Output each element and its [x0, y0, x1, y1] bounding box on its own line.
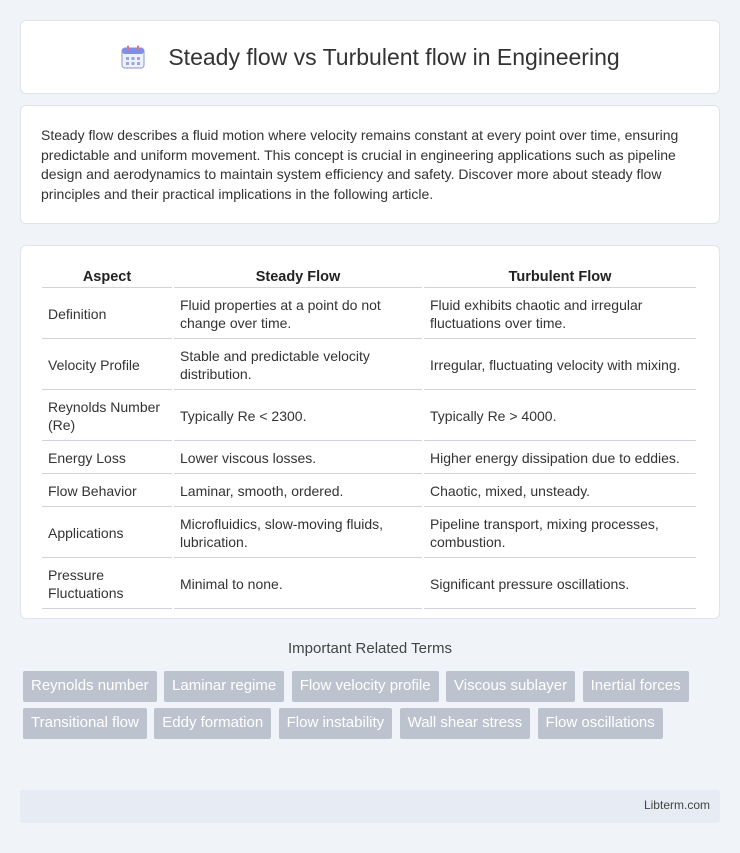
term-tag[interactable]: Wall shear stress	[400, 708, 530, 739]
table-cell: Flow Behavior	[42, 476, 172, 507]
term-tag[interactable]: Reynolds number	[23, 671, 157, 702]
term-tag[interactable]: Flow oscillations	[538, 708, 663, 739]
related-terms-title: Important Related Terms	[288, 640, 452, 657]
table-row	[42, 509, 696, 558]
table-cell: Fluid exhibits chaotic and irregular fluctuations over time.	[424, 290, 696, 339]
table-cell: Reynolds Number (Re)	[42, 392, 172, 441]
comparison-table	[40, 264, 698, 611]
footer-site-link[interactable]: Libterm.com	[643, 798, 710, 812]
table-header-row	[42, 266, 696, 288]
intro-text: Steady flow describes a fluid motion where velocity remains constant at every point over time, ensuring predictable and uniform movement. This concept is crucial in engineering applications such as pipeline design and aerodynamics to maintain system efficiency and safety. Discover more about steady flow principles and their practical implications in the following article.	[41, 127, 679, 202]
table-cell: Typically Re > 4000.	[424, 392, 696, 441]
table-cell: Laminar, smooth, ordered.	[174, 476, 422, 507]
table-cell: Minimal to none.	[174, 560, 422, 609]
table-cell: Fluid properties at a point do not change over time.	[174, 290, 422, 339]
table-cell: Higher energy dissipation due to eddies.	[424, 443, 696, 474]
term-tag[interactable]: Flow instability	[279, 708, 393, 739]
column-header-steady-flow: Steady Flow	[174, 266, 422, 288]
term-tag[interactable]: Eddy formation	[154, 708, 271, 739]
term-tag[interactable]: Flow velocity profile	[292, 671, 439, 702]
table-cell: Lower viscous losses.	[174, 443, 422, 474]
table-cell: Definition	[42, 290, 172, 339]
table-row	[42, 392, 696, 441]
related-terms-list	[23, 671, 723, 745]
table-cell: Applications	[42, 509, 172, 558]
column-header-turbulent-flow: Turbulent Flow	[424, 266, 696, 288]
table-cell: Stable and predictable velocity distribution.	[174, 341, 422, 390]
term-tag[interactable]: Viscous sublayer	[446, 671, 575, 702]
footer	[20, 790, 720, 823]
intro-card	[20, 105, 720, 224]
table-cell: Irregular, fluctuating velocity with mixing.	[424, 341, 696, 390]
table-row	[42, 560, 696, 609]
table-cell: Energy Loss	[42, 443, 172, 474]
table-cell: Typically Re < 2300.	[174, 392, 422, 441]
term-tag[interactable]: Laminar regime	[164, 671, 284, 702]
column-header-aspect: Aspect	[42, 266, 172, 288]
table-row	[42, 476, 696, 507]
table-cell: Pipeline transport, mixing processes, combustion.	[424, 509, 696, 558]
table-cell: Significant pressure oscillations.	[424, 560, 696, 609]
comparison-table-card	[20, 245, 720, 619]
table-cell: Velocity Profile	[42, 341, 172, 390]
term-tag[interactable]: Inertial forces	[583, 671, 689, 702]
table-row	[42, 290, 696, 339]
table-cell: Microfluidics, slow-moving fluids, lubrication.	[174, 509, 422, 558]
term-tag[interactable]: Transitional flow	[23, 708, 147, 739]
table-row	[42, 443, 696, 474]
header-card	[20, 20, 720, 94]
table-row	[42, 341, 696, 390]
table-cell: Pressure Fluctuations	[42, 560, 172, 609]
table-cell: Chaotic, mixed, unsteady.	[424, 476, 696, 507]
calendar-icon	[120, 44, 146, 70]
page-title: Steady flow vs Turbulent flow in Engineering	[168, 43, 620, 70]
